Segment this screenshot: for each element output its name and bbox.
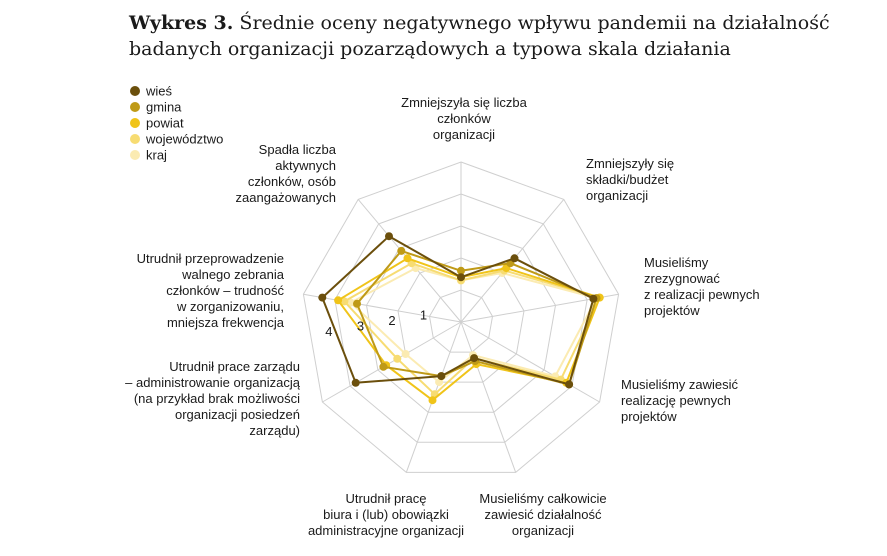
- axis-label-3-line-2: zrezygnować: [644, 271, 720, 286]
- axis-label-8-line-5: mniejsza frekwencja: [166, 315, 284, 330]
- series-1-point-2: [511, 254, 519, 262]
- series-5-point-7: [402, 350, 410, 358]
- axis-label-9-line-2: aktywnych: [275, 158, 336, 173]
- axis-label-7-line-4: organizacji posiedzeń: [174, 407, 300, 422]
- axis-label-8: [137, 251, 285, 330]
- series-1-point-3: [589, 295, 597, 303]
- axis-label-5: [479, 491, 606, 538]
- axis-label-7-line-2: – administrowanie organizacją: [125, 375, 300, 390]
- legend-label-4: województwo: [146, 131, 224, 147]
- axis-label-6-line-3: administracyjne organizacji: [307, 523, 465, 538]
- axis-label-4: [621, 377, 739, 424]
- axis-label-9: [236, 142, 337, 205]
- axis-label-2-line-3: organizacji: [586, 188, 649, 203]
- axis-label-2-line-2: składki/budżet: [586, 172, 669, 187]
- series-3-point-8: [334, 296, 342, 304]
- axis-label-2: [586, 156, 674, 203]
- chart-title-text: Średnie oceny negatywnego wpływu pandemii na działalność badanych organizacji pozarządowych a typowa skala działania: [129, 12, 830, 60]
- axis-label-4-line-3: projektów: [621, 409, 677, 424]
- axis-label-1-line-1: Zmniejszyła się liczba: [401, 95, 527, 110]
- tick-label-2: 2: [388, 313, 396, 329]
- legend-label-1: wieś: [146, 83, 173, 99]
- legend-swatch-5: [130, 150, 140, 160]
- legend-label-2: gmina: [146, 99, 182, 115]
- axis-label-8-line-1: Utrudnił przeprowadzenie: [136, 251, 284, 266]
- tick-label-1: 1: [419, 307, 428, 323]
- axis-label-6: [308, 491, 464, 538]
- chart-title-number: Wykres 3.: [129, 12, 234, 34]
- axis-label-3-line-1: Musieliśmy: [644, 255, 709, 270]
- axis-label-1-line-2: członków: [437, 111, 491, 126]
- axis-label-2-line-1: Zmniejszyły się: [586, 156, 675, 171]
- axis-label-9-line-3: członków, osób: [247, 174, 336, 189]
- axis-label-7-line-5: zarządu): [249, 423, 300, 438]
- axis-label-6-line-2: biura i (lub) obowiązki: [323, 507, 449, 522]
- legend-swatch-1: [130, 86, 140, 96]
- series-2-point-9: [397, 247, 405, 255]
- axis-label-5-line-3: organizacji: [511, 523, 575, 538]
- series-1-point-9: [385, 232, 393, 240]
- axis-label-7: [125, 359, 301, 438]
- axis-label-3-line-3: z realizacji pewnych: [644, 287, 760, 302]
- axis-label-1-line-3: organizacji: [432, 127, 496, 142]
- tick-label-3: 3: [356, 318, 365, 334]
- legend-label-3: powiat: [146, 115, 184, 131]
- series-1-point-1: [457, 273, 465, 281]
- legend-swatch-3: [130, 118, 140, 128]
- axis-label-9-line-1: Spadła liczba: [258, 142, 336, 157]
- axis-label-9-line-4: zaangażowanych: [235, 190, 336, 205]
- series-1-point-6: [437, 372, 445, 380]
- legend-swatch-4: [130, 134, 140, 144]
- axis-label-3: [644, 255, 760, 318]
- axis-label-1: [401, 95, 527, 142]
- axis-spoke-5: [461, 322, 516, 472]
- tick-label-4: 4: [325, 324, 333, 340]
- axis-label-3-line-4: projektów: [644, 303, 700, 318]
- series-3-point-9: [404, 254, 412, 262]
- axis-label-4-line-2: realizację pewnych: [621, 393, 731, 408]
- axis-label-6-line-1: Utrudnił pracę: [345, 491, 427, 506]
- axis-label-7-line-1: Utrudnił prace zarządu: [169, 359, 300, 374]
- legend-label-5: kraj: [146, 147, 167, 163]
- series-1-point-5: [470, 354, 478, 362]
- axis-label-8-line-2: walnego zebrania: [182, 267, 284, 282]
- series-4-point-7: [393, 355, 401, 363]
- series-1-point-8: [318, 294, 326, 302]
- series-3-point-6: [429, 396, 437, 404]
- series-1-point-4: [565, 380, 573, 388]
- axis-label-8-line-3: członków – trudność: [166, 283, 284, 298]
- axis-label-8-line-4: w zorganizowaniu,: [177, 299, 284, 314]
- axis-label-7-line-3: (na przykład brak możliwości: [133, 391, 300, 406]
- axis-label-4-line-1: Musieliśmy zawiesić: [621, 377, 739, 392]
- legend-swatch-2: [130, 102, 140, 112]
- axis-label-5-line-2: zawiesić działalność: [484, 507, 602, 522]
- series-2-point-7: [379, 363, 387, 371]
- series-1-point-7: [352, 379, 360, 387]
- series-2-point-8: [353, 300, 361, 308]
- series-line-1: [322, 236, 593, 384]
- axis-label-5-line-1: Musieliśmy całkowicie: [479, 491, 607, 506]
